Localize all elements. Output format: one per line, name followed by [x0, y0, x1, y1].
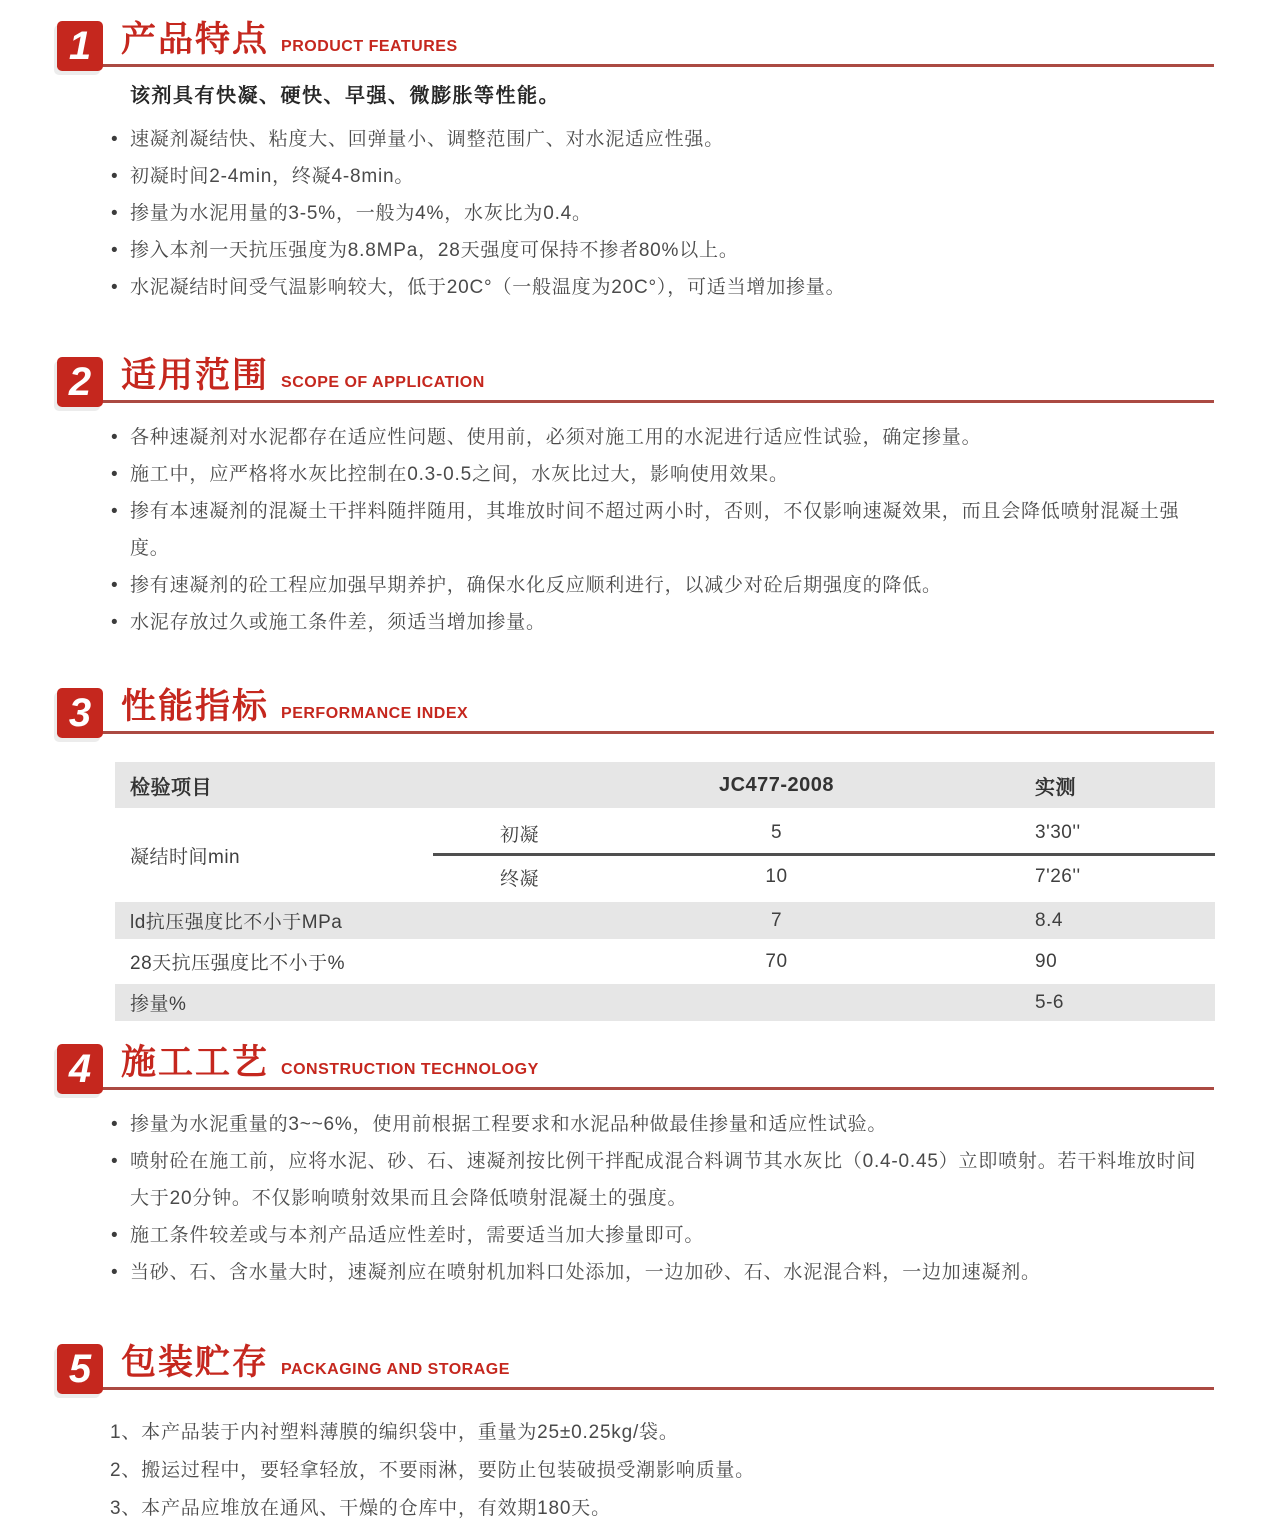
table-cell-measured: 90: [1035, 950, 1058, 972]
section-construction-technology: [57, 1037, 1214, 1291]
section-2-title: 适用范围: [121, 356, 270, 395]
bullet-item: • 掺量为水泥重量的3~~6%，使用前根据工程要求和水泥品种做最佳掺量和适应性试验。: [57, 1106, 1214, 1143]
section-1-title: 产品特点: [121, 20, 270, 59]
section-2-number-badge: [57, 357, 103, 407]
section-3-number-badge: [57, 688, 103, 738]
table-row-label: 掺量%: [130, 994, 187, 1015]
section-4-bullet-list: [57, 1106, 1214, 1291]
section-1-subtitle: PRODUCT FEATURES: [281, 38, 458, 55]
table-sub-label: 终凝: [500, 868, 540, 890]
table-header-measured: 实测: [1035, 776, 1076, 799]
numbered-item: 3、本产品应堆放在通风、干燥的仓库中，有效期180天。: [110, 1498, 611, 1519]
table-cell-measured: 7'26'': [1035, 866, 1081, 887]
section-1-number: 1: [68, 24, 92, 68]
section-3-number: 3: [68, 691, 92, 735]
table-header-item: 检验项目: [130, 776, 212, 799]
bullet-item: • 初凝时间2-4min，终凝4-8min。: [57, 158, 1214, 195]
table-row: [115, 902, 1215, 939]
bullet-item: • 掺量为水泥用量的3-5%，一般为4%，水灰比为0.4。: [57, 195, 1214, 232]
section-5-subtitle: PACKAGING AND STORAGE: [281, 1361, 510, 1378]
section-scope-of-application: [57, 350, 1214, 641]
table-row-label: 凝结时间min: [130, 846, 241, 868]
table-cell-standard: 7: [770, 909, 783, 931]
section-1-number-badge: [57, 21, 103, 71]
section-product-features: [57, 14, 1214, 306]
table-header-row: [115, 762, 1215, 808]
section-4-header: [57, 1037, 1214, 1090]
numbered-item: 2、搬运过程中，要轻拿轻放，不要雨淋，要防止包装破损受潮影响质量。: [110, 1460, 755, 1481]
section-performance-index: [57, 681, 1214, 1021]
table-cell-measured: 5-6: [1035, 991, 1064, 1013]
bullet-item: • 掺入本剂一天抗压强度为8.8MPa，28天强度可保持不掺者80%以上。: [57, 232, 1214, 269]
table-cell-measured: 3'30'': [1035, 822, 1081, 843]
table-cell-standard: 10: [765, 866, 788, 887]
table-cell-measured: 8.4: [1035, 909, 1063, 931]
section-5-titles: [121, 1335, 510, 1387]
section-packaging-and-storage: [57, 1337, 1214, 1528]
section-2-bullet-list: [57, 419, 1214, 641]
table-sub-label: 初凝: [500, 824, 540, 846]
bullet-item: • 施工条件较差或与本剂产品适应性差时，需要适当加大掺量即可。: [57, 1217, 1214, 1254]
table-row: [115, 942, 1215, 981]
table-cell-standard: 5: [770, 822, 783, 843]
bullet-item: • 掺有速凝剂的砼工程应加强早期养护，确保水化反应顺利进行，以减少对砼后期强度的降低。: [57, 567, 1214, 604]
numbered-item: 1、本产品装于内衬塑料薄膜的编织袋中，重量为25±0.25kg/袋。: [110, 1422, 679, 1443]
section-4-titles: [121, 1035, 539, 1087]
section-2-titles: [121, 348, 485, 400]
section-3-header: [57, 681, 1214, 734]
table-cell-standard: 70: [765, 950, 788, 972]
bullet-item: • 速凝剂凝结快、粘度大、回弹量小、调整范围广、对水泥适应性强。: [57, 121, 1214, 158]
table-row: [115, 984, 1215, 1021]
section-4-subtitle: CONSTRUCTION TECHNOLOGY: [281, 1061, 539, 1078]
section-3-subtitle: PERFORMANCE INDEX: [281, 705, 469, 722]
bullet-item: • 掺有本速凝剂的混凝土干拌料随拌随用，其堆放时间不超过两小时，否则，不仅影响速凝效果，而且会降低喷射混凝土强度。: [57, 493, 1214, 567]
section-3-title: 性能指标: [121, 687, 270, 726]
section-2-header: [57, 350, 1214, 403]
section-1-bullet-list: [57, 121, 1214, 306]
bullet-item: • 水泥凝结时间受气温影响较大，低于20C°（一般温度为20C°），可适当增加掺量。: [57, 269, 1214, 306]
section-1-intro: 该剂具有快凝、硬快、早强、微膨胀等性能。: [130, 85, 560, 107]
table-row-label: 28天抗压强度比不小于%: [130, 953, 346, 974]
bullet-item: • 水泥存放过久或施工条件差，须适当增加掺量。: [57, 604, 1214, 641]
section-4-number-badge: [57, 1044, 103, 1094]
table-group-divider: [433, 853, 1215, 856]
table-row-label: ld抗压强度比不小于MPa: [130, 912, 343, 933]
table-header-standard: JC477-2008: [718, 773, 835, 796]
section-2-subtitle: SCOPE OF APPLICATION: [281, 374, 485, 391]
bullet-item: • 喷射砼在施工前，应将水泥、砂、石、速凝剂按比例干拌配成混合料调节其水灰比（0.4-0.45）立即喷射。若干料堆放时间大于20分钟。不仅影响喷射效果而且会降低喷射混凝土的强度。: [57, 1143, 1214, 1217]
section-5-number-badge: [57, 1344, 103, 1394]
section-5-number: 5: [68, 1347, 92, 1391]
section-5-numbered-list: [57, 1414, 1214, 1528]
section-2-number: 2: [68, 360, 92, 404]
section-5-header: [57, 1337, 1214, 1390]
section-3-titles: [121, 679, 468, 731]
bullet-item: • 当砂、石、含水量大时，速凝剂应在喷射机加料口处添加，一边加砂、石、水泥混合料，一边加速凝剂。: [57, 1254, 1214, 1291]
section-4-title: 施工工艺: [121, 1043, 270, 1082]
section-1-header: [57, 14, 1214, 67]
section-4-number: 4: [68, 1047, 92, 1091]
section-1-titles: [121, 12, 458, 64]
performance-table: [115, 762, 1215, 1021]
section-5-title: 包装贮存: [121, 1343, 270, 1382]
bullet-item: • 施工中，应严格将水灰比控制在0.3-0.5之间，水灰比过大，影响使用效果。: [57, 456, 1214, 493]
bullet-item: • 各种速凝剂对水泥都存在适应性问题、使用前，必须对施工用的水泥进行适应性试验，确定掺量。: [57, 419, 1214, 456]
table-setting-time-group: [115, 811, 1215, 899]
